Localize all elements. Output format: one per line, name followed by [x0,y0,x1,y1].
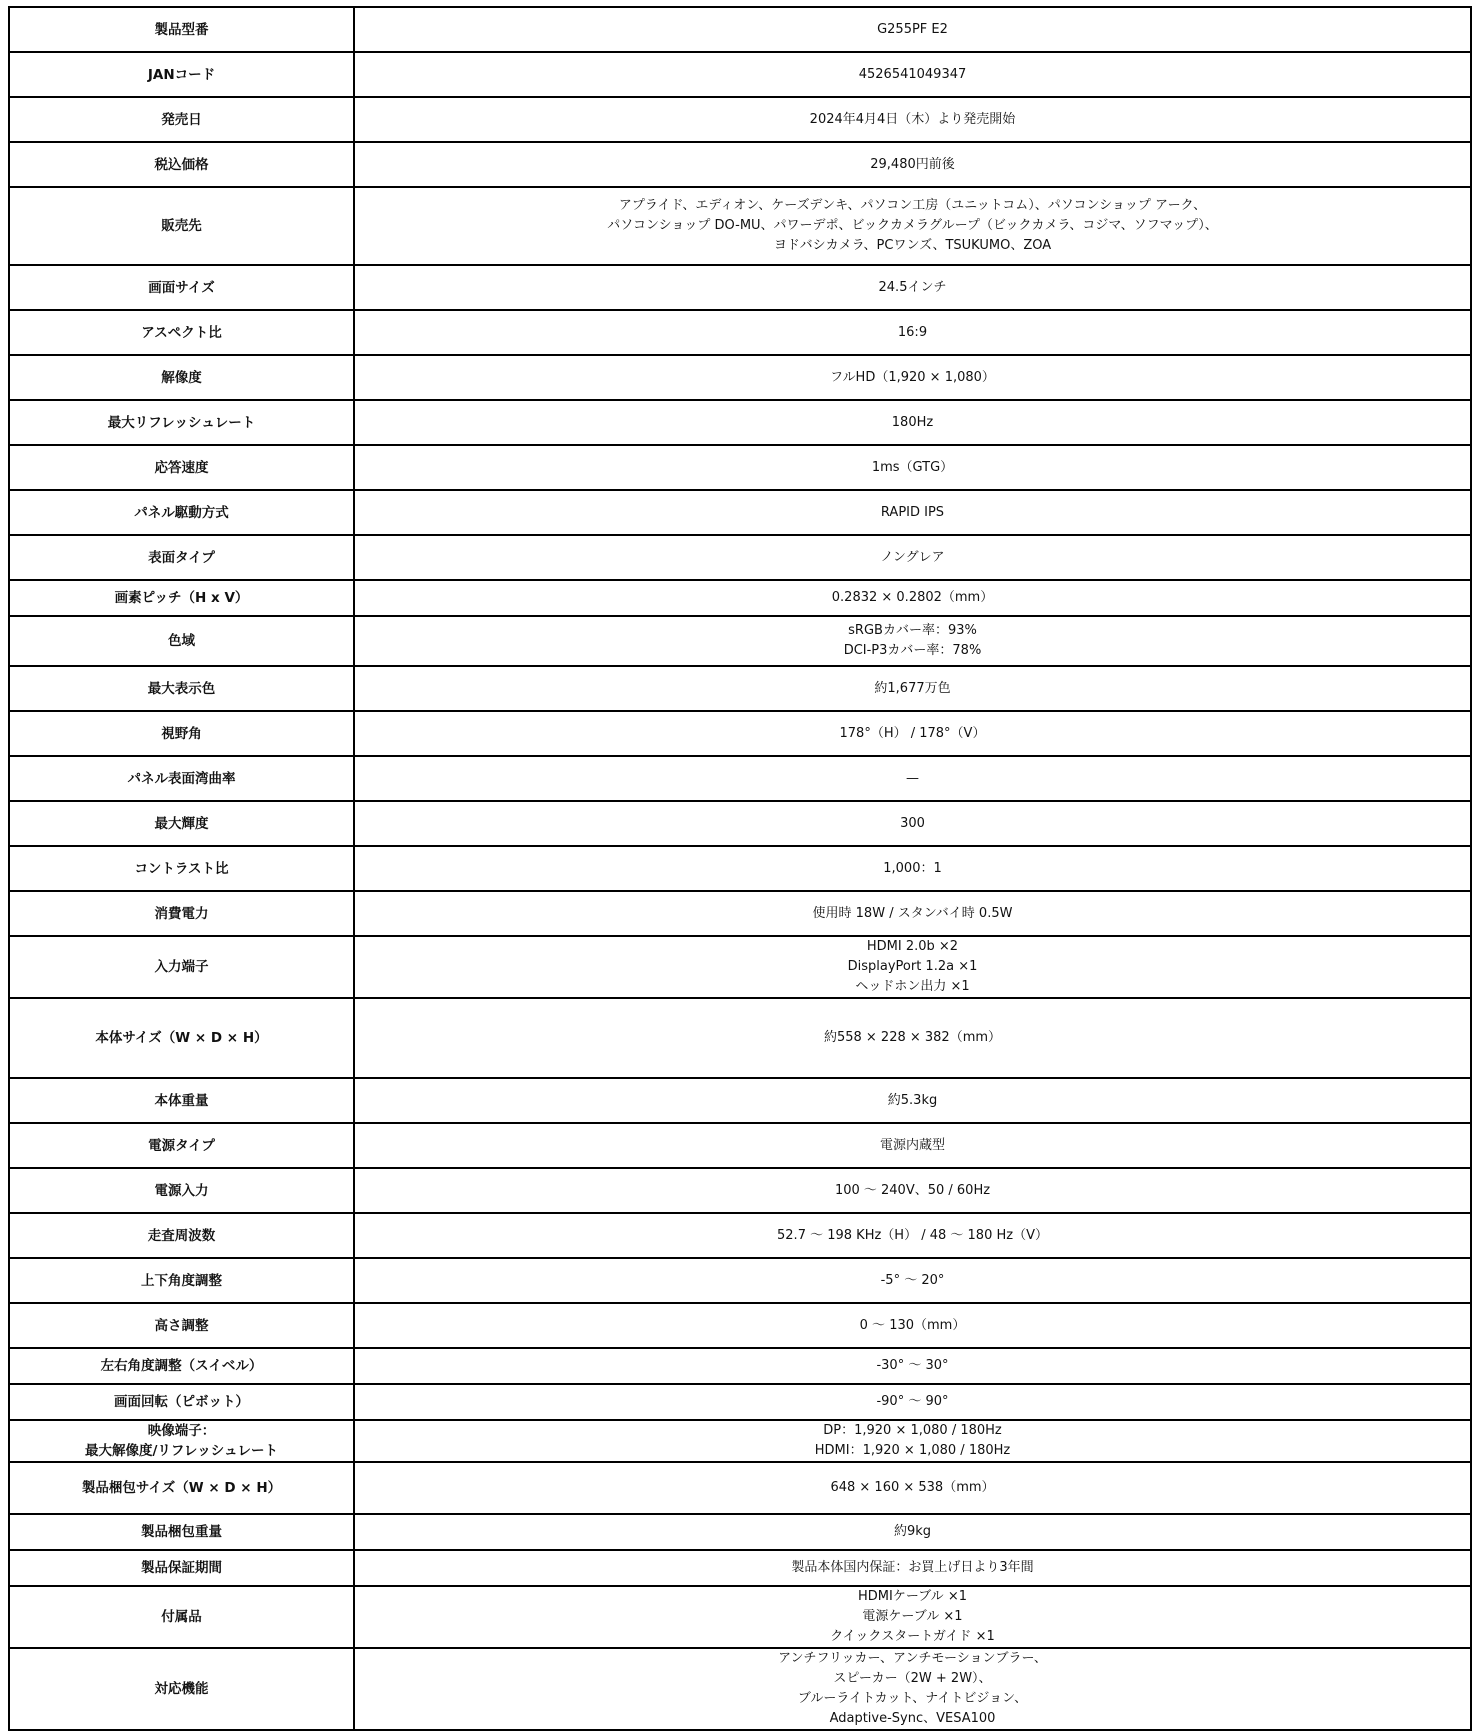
table-row [9,801,1471,846]
spec-value: 2024年4月4日（木）より発売開始 [354,97,1471,142]
spec-table-body [9,7,1471,1730]
spec-label: 色域 [9,616,354,666]
table-row [9,97,1471,142]
spec-value: 300 [354,801,1471,846]
table-row [9,1550,1471,1586]
table-row [9,265,1471,310]
spec-label: 製品梱包サイズ（W × D × H） [9,1462,354,1514]
table-row [9,355,1471,400]
spec-label: 製品保証期間 [9,1550,354,1586]
table-row [9,1123,1471,1168]
spec-label: 左右角度調整（スイベル） [9,1348,354,1384]
table-row [9,445,1471,490]
spec-label: 対応機能 [9,1648,354,1730]
spec-label: JANコード [9,52,354,97]
table-row [9,1648,1471,1730]
table-row [9,846,1471,891]
spec-label: 消費電力 [9,891,354,936]
spec-label: 応答速度 [9,445,354,490]
spec-label: 解像度 [9,355,354,400]
spec-label: 税込価格 [9,142,354,187]
spec-value: 1ms（GTG） [354,445,1471,490]
spec-value: 製品本体国内保証：お買上げ日より3年間 [354,1550,1471,1586]
spec-value: 24.5インチ [354,265,1471,310]
table-row [9,1420,1471,1462]
spec-label: 走査周波数 [9,1213,354,1258]
spec-label: 表面タイプ [9,535,354,580]
spec-label: パネル駆動方式 [9,490,354,535]
table-row [9,1514,1471,1550]
spec-value: -5° ～ 20° [354,1258,1471,1303]
spec-value: 1,000：1 [354,846,1471,891]
spec-label: 高さ調整 [9,1303,354,1348]
spec-table [8,6,1472,1731]
spec-value: HDMIケーブル ×1 電源ケーブル ×1 クイックスタートガイド ×1 [354,1586,1471,1648]
spec-label: 画面サイズ [9,265,354,310]
table-row [9,490,1471,535]
table-row [9,1348,1471,1384]
spec-value: — [354,756,1471,801]
table-row [9,616,1471,666]
table-row [9,1078,1471,1123]
spec-label: 映像端子： 最大解像度/リフレッシュレート [9,1420,354,1462]
table-row [9,1168,1471,1213]
spec-label: 製品梱包重量 [9,1514,354,1550]
table-row [9,1303,1471,1348]
table-row [9,1258,1471,1303]
table-row [9,711,1471,756]
table-row [9,7,1471,52]
spec-label: 画素ピッチ（H x V） [9,580,354,616]
spec-label: 最大表示色 [9,666,354,711]
spec-label: パネル表面湾曲率 [9,756,354,801]
spec-label: アスペクト比 [9,310,354,355]
spec-value: G255PF E2 [354,7,1471,52]
spec-value: DP：1,920 × 1,080 / 180Hz HDMI：1,920 × 1,080 / 180Hz [354,1420,1471,1462]
table-row [9,1213,1471,1258]
table-row [9,756,1471,801]
table-row [9,535,1471,580]
spec-value: 約9kg [354,1514,1471,1550]
spec-label: 販売先 [9,187,354,265]
spec-label: 最大リフレッシュレート [9,400,354,445]
spec-label: 発売日 [9,97,354,142]
spec-value: 16:9 [354,310,1471,355]
spec-value: 648 × 160 × 538（mm） [354,1462,1471,1514]
spec-value: フルHD（1,920 × 1,080） [354,355,1471,400]
spec-label: 電源タイプ [9,1123,354,1168]
spec-value: アンチフリッカー、アンチモーションブラー、 スピーカー（2W + 2W）、 ブルーライトカット、ナイトビジョン、 Adaptive-Sync、VESA100 [354,1648,1471,1730]
spec-label: 本体サイズ（W × D × H） [9,998,354,1078]
spec-value: 178°（H） / 178°（V） [354,711,1471,756]
spec-value: 約5.3kg [354,1078,1471,1123]
spec-label: 画面回転（ピボット） [9,1384,354,1420]
spec-value: 180Hz [354,400,1471,445]
spec-value: 使用時 18W / スタンバイ時 0.5W [354,891,1471,936]
table-row [9,580,1471,616]
spec-value: 29,480円前後 [354,142,1471,187]
spec-value: アプライド、エディオン、ケーズデンキ、パソコン工房（ユニットコム）、パソコンショップ アーク、 パソコンショップ DO-MU、パワーデポ、ビックカメラグループ（ビックカメラ、コジマ、ソフマップ）、 ヨドバシカメラ、PCワンズ、TSUKUMO、ZOA [354,187,1471,265]
spec-value: 0 ～ 130（mm） [354,1303,1471,1348]
spec-value: 約1,677万色 [354,666,1471,711]
spec-label: 入力端子 [9,936,354,998]
spec-value: 約558 × 228 × 382（mm） [354,998,1471,1078]
spec-label: 電源入力 [9,1168,354,1213]
spec-value: 0.2832 × 0.2802（mm） [354,580,1471,616]
table-row [9,1384,1471,1420]
spec-label: 視野角 [9,711,354,756]
spec-label: 最大輝度 [9,801,354,846]
spec-value: RAPID IPS [354,490,1471,535]
spec-label: コントラスト比 [9,846,354,891]
table-row [9,998,1471,1078]
table-row [9,666,1471,711]
table-row [9,142,1471,187]
spec-value: HDMI 2.0b ×2 DisplayPort 1.2a ×1 ヘッドホン出力 ×1 [354,936,1471,998]
table-row [9,52,1471,97]
spec-value: 4526541049347 [354,52,1471,97]
table-row [9,936,1471,998]
table-row [9,1586,1471,1648]
spec-value: ノングレア [354,535,1471,580]
table-row [9,400,1471,445]
table-row [9,310,1471,355]
spec-label: 本体重量 [9,1078,354,1123]
table-row [9,891,1471,936]
spec-value: -30° ～ 30° [354,1348,1471,1384]
spec-value: sRGBカバー率：93% DCI-P3カバー率：78% [354,616,1471,666]
spec-value: -90° ～ 90° [354,1384,1471,1420]
spec-value: 52.7 ～ 198 KHz（H） / 48 ～ 180 Hz（V） [354,1213,1471,1258]
table-row [9,1462,1471,1514]
spec-value: 100 ～ 240V、50 / 60Hz [354,1168,1471,1213]
spec-value: 電源内蔵型 [354,1123,1471,1168]
spec-label: 付属品 [9,1586,354,1648]
spec-label: 製品型番 [9,7,354,52]
spec-label: 上下角度調整 [9,1258,354,1303]
table-row [9,187,1471,265]
